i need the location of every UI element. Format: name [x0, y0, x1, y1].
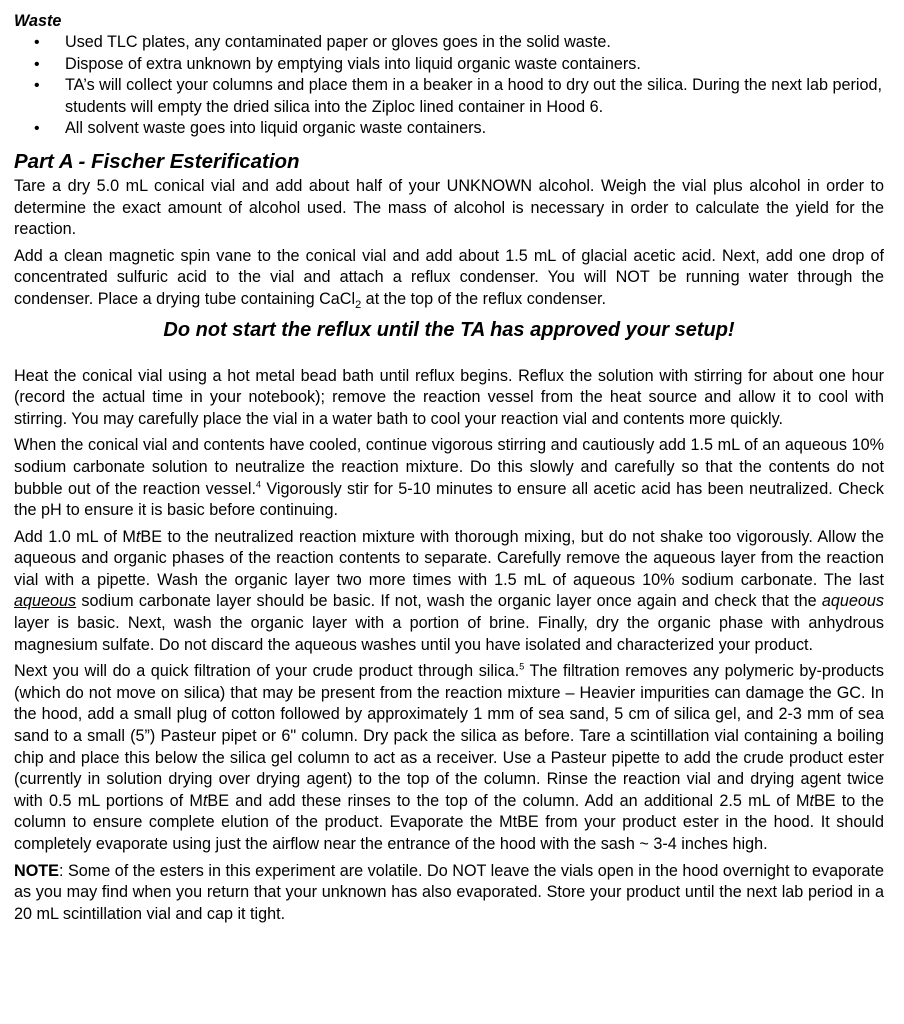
- paragraph-tare-vial: Tare a dry 5.0 mL conical vial and add about half of your UNKNOWN alcohol. Weigh the vial plus alcohol in order to determine the exact amount of alcohol used. The mass of alcohol is necessary in order to calculate the yield for the reaction.: [14, 176, 884, 239]
- list-item: • All solvent waste goes into liquid organic waste containers.: [14, 118, 884, 140]
- waste-list: [14, 32, 884, 140]
- paragraph-add-spin-vane: Add a clean magnetic spin vane to the conical vial and add about 1.5 mL of glacial acetic acid. Next, add one drop of concentrated sulfuric acid to the vial and attach a reflux condenser. You will NOT be running water through the condenser. Place a drying tube containing CaCl$_2$ at the top of the reflux condenser.: [14, 246, 884, 312]
- paragraph-wash-mtbe: Add 1.0 mL of MtBE to the neutralized reaction mixture with thorough mixing, but do not shake too vigorously. Allow the aqueous and organic phases of the reaction contents to separate. Carefully remove the aqueous layer from the reaction vial with a pipette. Wash the organic layer two more times with 1.5 mL of aqueous 10% sodium carbonate. The last aqueous sodium carbonate layer should be basic. If not, wash the organic layer once again and check that the aqueous layer is basic. Next, wash the organic layer with a portion of brine. Finally, dry the organic phase with anhydrous magnesium sulfate. Do not discard the aqueous washes until you have isolated and characterized your product.: [14, 527, 884, 654]
- paragraph-note: NOTE: Some of the esters in this experiment are volatile. Do NOT leave the vials open in the hood overnight to evaporate as you may find when you return that your unknown has also evaporated. Store your product until the next lab period in a 20 mL scintillation vial and cap it tight.: [14, 861, 884, 923]
- part-a-heading: Part A - Fischer Esterification: [14, 149, 300, 173]
- paragraph-silica-filtration: Next you will do a quick filtration of your crude product through silica.$^5$ The filtration removes any polymeric by-products (which do not move on silica) that may be present from the reaction mixture – Heavier impurities can damage the GC. In the hood, add a small plug of cotton followed by approximately 1 mm of sea sand, 5 cm of silica gel, and 2-3 mm of sea sand to a small (5”) Pasteur pipet or 6" column. Dry pack the silica as before. Tare a scintillation vial containing a boiling chip and place this below the silica gel column to act as a receiver. Use a Pasteur pipette to add the crude product ester (currently in solution drying over drying agent) to the top of the column. Rinse the reaction vial and drying agent twice with 0.5 mL portions of MtBE and add these rinses to the top of the column. Add an additional 2.5 mL of MtBE to the column to ensure complete elution of the product. Evaporate the MtBE from your product ester in the hood. It should completely evaporate using just the airflow near the entrance of the hood with the sash ~ 3-4 inches high.: [14, 661, 884, 853]
- note-label: NOTE: [14, 861, 59, 880]
- list-item: • TA’s will collect your columns and place them in a beaker in a hood to dry out the silica. During the next lab period, students will empty the dried silica into the Ziploc lined container in Hood 6.: [14, 75, 884, 118]
- reflux-warning: Do not start the reflux until the TA has approved your setup!: [163, 318, 735, 341]
- list-item: • Dispose of extra unknown by emptying vials into liquid organic waste containers.: [14, 54, 884, 76]
- waste-heading: Waste: [14, 12, 62, 30]
- footnote-ref: 4: [255, 479, 261, 490]
- paragraph-heat-reflux: Heat the conical vial using a hot metal bead bath until reflux begins. Reflux the solution with stirring for about one hour (record the actual time in your notebook); remove the reaction vessel from the heat source and allow it to cool with stirring. You may carefully place the vial in a water bath to cool your reaction vial and contents more quickly.: [14, 366, 884, 428]
- paragraph-neutralize: When the conical vial and contents have cooled, continue vigorous stirring and cautiously add 1.5 mL of an aqueous 10% sodium carbonate solution to neutralize the reaction mixture. Do this slowly and carefully so that the contents do not bubble out of the reaction vessel.$^4$ Vigorously stir for 5-10 minutes to ensure all acetic acid has been neutralized. Check the pH to ensure it is basic before continuing.: [14, 436, 884, 520]
- footnote-ref: 5: [519, 661, 525, 672]
- list-item: • Used TLC plates, any contaminated paper or gloves goes in the solid waste.: [14, 32, 884, 54]
